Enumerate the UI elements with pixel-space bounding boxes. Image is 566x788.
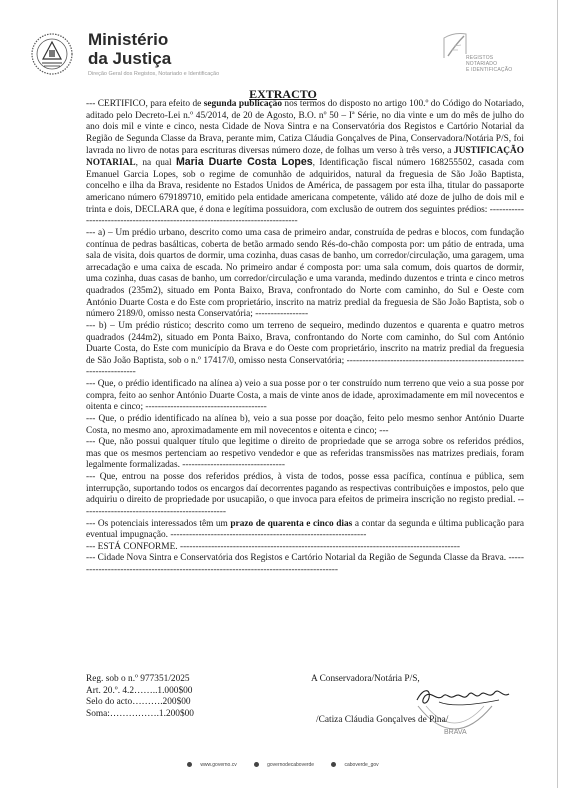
registration-number: Reg. sob o n.º 977351/2025 [86,674,190,684]
fee-article: Art. 20.º. 4.2……..1.000$00 [86,685,193,696]
paragraph-local: --- Cidade Nova Sintra e Conservatória dos Registos e Cartório Notarial da Região de Segunda Classe da Brava. -------------------------------------------------------------------------------------- [86,553,524,575]
twitter-icon [331,762,336,767]
signatory-role: A Conservadora/Notária P/S, [311,674,420,684]
coat-of-arms-logo [30,32,74,76]
website-link[interactable] [183,762,240,768]
bold-text: segunda publicação [203,99,282,109]
ministry-line1: Ministério [88,30,169,49]
paragraph-conforme: --- ESTÁ CONFORME. ------------------------------------------------------------------------------------------ [86,541,460,552]
facebook-text: governodecaboverde [267,762,315,768]
document-title: EXTRACTO [249,87,317,101]
text-run: nos termos do disposto no artigo 100.º do Código do Notariado, aditado pelo Decreto-Lei n.º 45/2014, de 20 de Agosto, B.O. nº 50 – Iª Série, no dia vinte e um do mês de julho do ano dois mil e vinte e cinco, nesta Cidade de Nova Sintra e na Conservatória dos Registos e Cartório Notarial da Região de Segunda Classe da Brava, perante mim, Catiza Cláudia Gonçalves de Pina, Conservadora/Notária P/S, foi lavrada no livro de notas para escrituras diversas número doze, de folhas um verso à três verso, a [86,99,524,156]
page-edge [557,0,558,788]
fee-total: Soma:…………….1.200$00 [86,708,194,719]
fees-and-signature [86,674,524,738]
ministry-subtitle: Direção Geral dos Registos, Notariado e Identificação [88,71,220,77]
ministry-line2: da Justiça [88,49,172,68]
text-run: --- CERTIFICO, para efeito de [86,99,204,109]
ministry-name [88,30,219,78]
social-footer [0,762,566,768]
bold-text: prazo de quarenta e cinco dias [230,518,353,529]
text-run: --- Os potenciais interessados têm um [86,518,231,529]
registos-text [466,55,512,73]
paragraph-predio-a: --- a) – Um prédio urbano, descrito como uma casa de primeiro andar, construída de pedras e blocos, com fundação contínua de pedras basálticas, coberta de betão armado sendo Rés-do-chão composta por: um pátio de entrada, uma sala de visita, dois quartos de dormir, uma cozinha, duas casas de banho, um corredor/circulação, uma garagem, uma arrecadação e uma caixa de escada. No primeiro andar é composta por: uma sala comum, dois quartos de dormir, uma cozinha, duas casas de banho, um corredor/circulação e uma varanda, medindo duzentos e trinta e cinco metros quadrados (235m2), situado em Ponta Baixo, Brava, confrontado do Norte com caminho, do Sul e Oeste com António Duarte Costa e do Este com proprietário, inscrito na matriz predial da freguesia de São João Baptista, sob o número 2189/0, omisso nesta Conservatória; ----------------- [86,227,524,320]
facebook-icon [254,762,259,767]
paragraph-posse-a: --- Que, o prédio identificado na alínea a) veio a sua posse por o ter construído num terreno que veio a sua posse por compra, feito ao senhor António Duarte Costa, a mais de vinte anos de idade, aproximadamente em mil novecentos e oitenta e cinco; --------------------------------------- [86,379,524,413]
document-body [86,99,524,577]
paragraph-predio-b: --- b) – Um prédio rústico; descrito como um terreno de sequeiro, medindo duzentos e quarenta e quatro metros quadrados (244m2), situado em Ponta Baixo, Brava, confrontando do Norte com caminho, do Sul com António Duarte Costa, do Este com município da Brava e do Oeste com proprietário, inscrito na matriz predial da freguesia de São João Baptista, sob o n.º 17417/0, omisso nesta Conservatória; ------------------------------------------------------------------------- [86,320,524,378]
letterhead [30,26,550,82]
bold-text: JUSTIFICAÇÃO NOTARIAL [86,145,524,169]
stamp-text: BRAVA [444,729,467,736]
registos-line3: E IDENTIFICAÇÃO [466,67,513,73]
registos-line1: REGISTOS [466,55,494,61]
declarant-name: Maria Duarte Costa Lopes [175,156,313,169]
paragraph-prazo [86,519,524,542]
website-text: www.governo.cv [200,762,237,768]
globe-icon [187,762,192,767]
facebook-link[interactable] [250,762,318,768]
text-run: , na qual [135,158,176,169]
text-run: , Identificação fiscal número 168255502, casada com Emanuel Garcia Lopes, sob o regime de comunhão de adquiridos, natural da freguesia de São João Baptista, concelho e ilha da Brava, residente no Estados Unidos de América, de passagem por esta ilha, titular do passaporte americano número 679189710, emitido pela entidade americana competente, válido até doze de julho de dois mil e trinta e dois, DECLARA que, é dona e legítima possuidora, com exclusão de outrem dos seguintes prédios: ------------------------------------------------------------------------------- [86,158,524,227]
fee-seal: Selo do acto……….200$00 [86,697,191,708]
signatory-name: /Catiza Cláudia Gonçalves de Pina/ [316,714,449,725]
twitter-text: caboverde_gov [344,762,379,768]
paragraph-titulo: --- Que, não possui qualquer título que legitime o direito de propriedade que se arroga sobre os referidos prédios, mas que os mesmos pertenciam ao respetivo vendedor e que as referidas transmissões nas matrizes prediais, foram legalmente formalizadas. --------------------------------- [86,437,524,471]
paragraph-certifico [86,99,524,228]
registos-logo [438,30,548,76]
paragraph-posse-b: --- Que, o prédio identificado na alínea b), veio a sua posse por doação, feito pelo mesmo senhor António Duarte Costa, no mesmo ano, aproximadamente em mil novecentos e oitenta e cinco; --- [86,413,524,436]
twitter-link[interactable] [327,762,382,768]
paragraph-usucapiao: --- Que, entrou na posse dos referidos prédios, à vista de todos, posse essa pacífica, contínua e pública, sem interrupção, suportando todos os encargos daí decorrentes pagando as respectivas contribuições e impostos, pelo que adquiriu o direito de propriedade por usucapião, o que invoca para efeitos de primeira inscrição no registo predial. ----------------------------------------------- [86,472,524,517]
registos-line2: NOTARIADO [466,61,498,67]
text-run: a contar da segunda e última publicação para eventual impugnação. --------------------------------------------------------------- [86,518,524,541]
